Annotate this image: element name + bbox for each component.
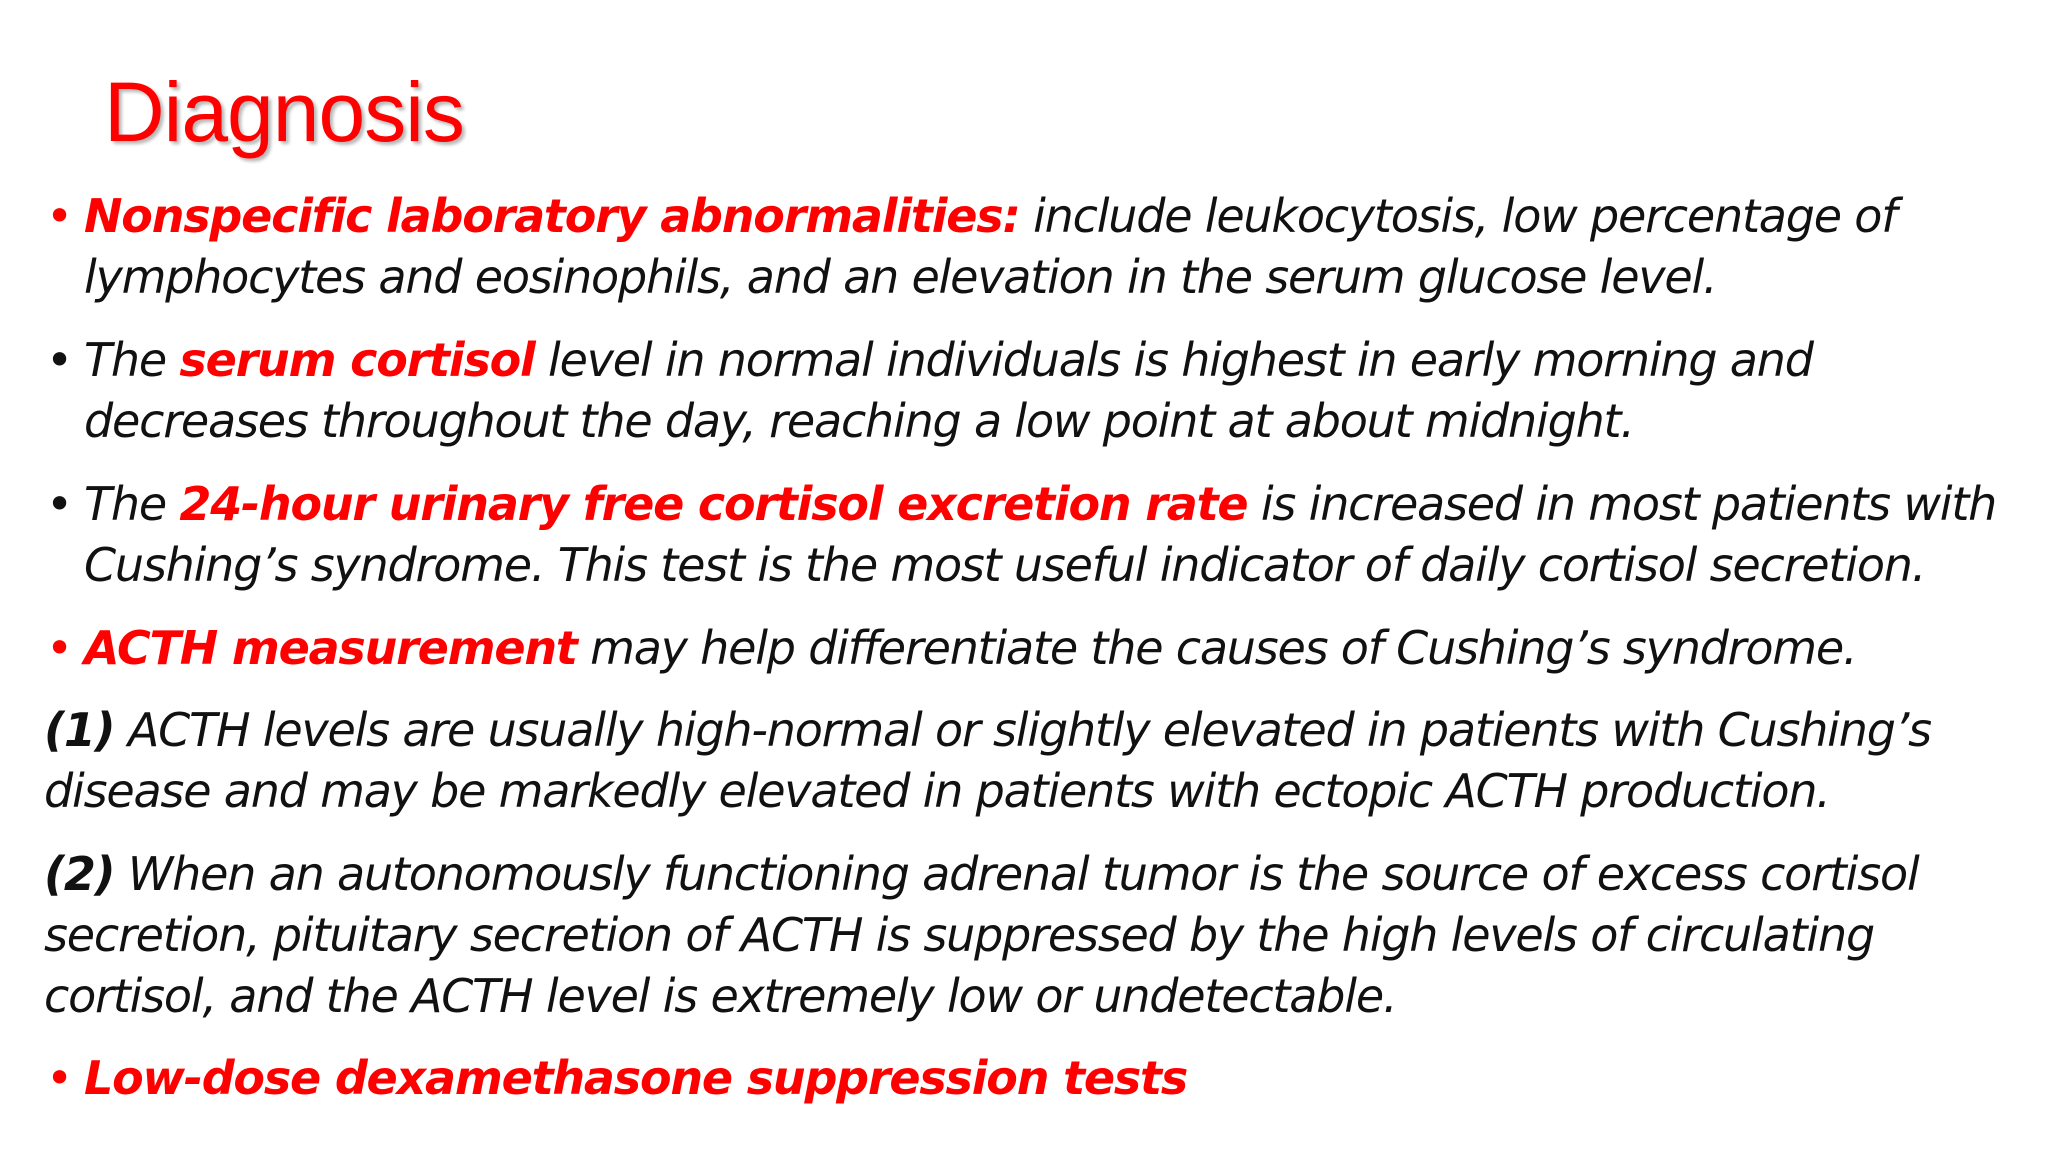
- text-line: [44, 761, 1931, 822]
- text-line: [84, 618, 1856, 679]
- slide-title: Diagnosis: [104, 65, 464, 159]
- bullet-icon: •: [46, 621, 72, 675]
- text-line: [84, 1048, 1187, 1109]
- highlight-term: Nonspecific laboratory abnormalities:: [84, 189, 1020, 243]
- body-text: Cushing’s syndrome. This test is the most useful indicator of daily cortisol secretion.: [84, 538, 1926, 592]
- text-line: [84, 391, 1813, 452]
- bullet-dexamethasone: [44, 1048, 1187, 1109]
- body-text: include leukocytosis, low percentage of: [1019, 189, 1897, 243]
- text-line: [84, 186, 1896, 247]
- body-text: is increased in most patients with: [1247, 477, 1997, 531]
- subitem-number: (2): [44, 847, 115, 901]
- body-text: lymphocytes and eosinophils, and an elevation in the serum glucose level.: [84, 250, 1717, 304]
- highlight-term: 24-hour urinary free cortisol excretion rate: [179, 477, 1248, 531]
- bullet-urinary-cortisol: [44, 474, 1996, 596]
- subitem-2: [44, 844, 1919, 1027]
- body-text: When an autonomously functioning adrenal tumor is the source of excess cortisol: [114, 847, 1919, 901]
- text-line: [44, 966, 1919, 1027]
- body-text: cortisol, and the ACTH level is extremely low or undetectable.: [44, 969, 1397, 1023]
- bullet-serum-cortisol: [44, 330, 1813, 452]
- text-line: [84, 535, 1996, 596]
- body-text: may help differentiate the causes of Cushing’s syndrome.: [576, 621, 1857, 675]
- body-text: secretion, pituitary secretion of ACTH is suppressed by the high levels of circulating: [44, 908, 1874, 962]
- body-text: disease and may be markedly elevated in patients with ectopic ACTH production.: [44, 764, 1830, 818]
- text-line: [84, 247, 1896, 308]
- body-text: decreases throughout the day, reaching a low point at about midnight.: [84, 394, 1634, 448]
- text-line: [84, 330, 1813, 391]
- body-text: The: [84, 333, 180, 387]
- subitem-number: (1): [44, 703, 115, 757]
- highlight-term: Low-dose dexamethasone suppression tests: [84, 1051, 1188, 1105]
- body-text: The: [84, 477, 180, 531]
- highlight-term: serum cortisol: [179, 333, 535, 387]
- body-text: level in normal individuals is highest in early morning and: [534, 333, 1813, 387]
- bullet-icon: •: [46, 1051, 72, 1105]
- bullet-nonspecific-lab: [44, 186, 1896, 308]
- highlight-term: ACTH measurement: [84, 621, 577, 675]
- bullet-icon: •: [46, 333, 72, 387]
- bullet-icon: •: [46, 477, 72, 531]
- text-line: [44, 844, 1919, 905]
- bullet-acth-measurement: [44, 618, 1856, 679]
- subitem-1: [44, 700, 1931, 822]
- bullet-icon: •: [46, 189, 72, 243]
- body-text: ACTH levels are usually high-normal or slightly elevated in patients with Cushing’s: [114, 703, 1931, 757]
- text-line: [84, 474, 1996, 535]
- text-line: [44, 700, 1931, 761]
- text-line: [44, 905, 1919, 966]
